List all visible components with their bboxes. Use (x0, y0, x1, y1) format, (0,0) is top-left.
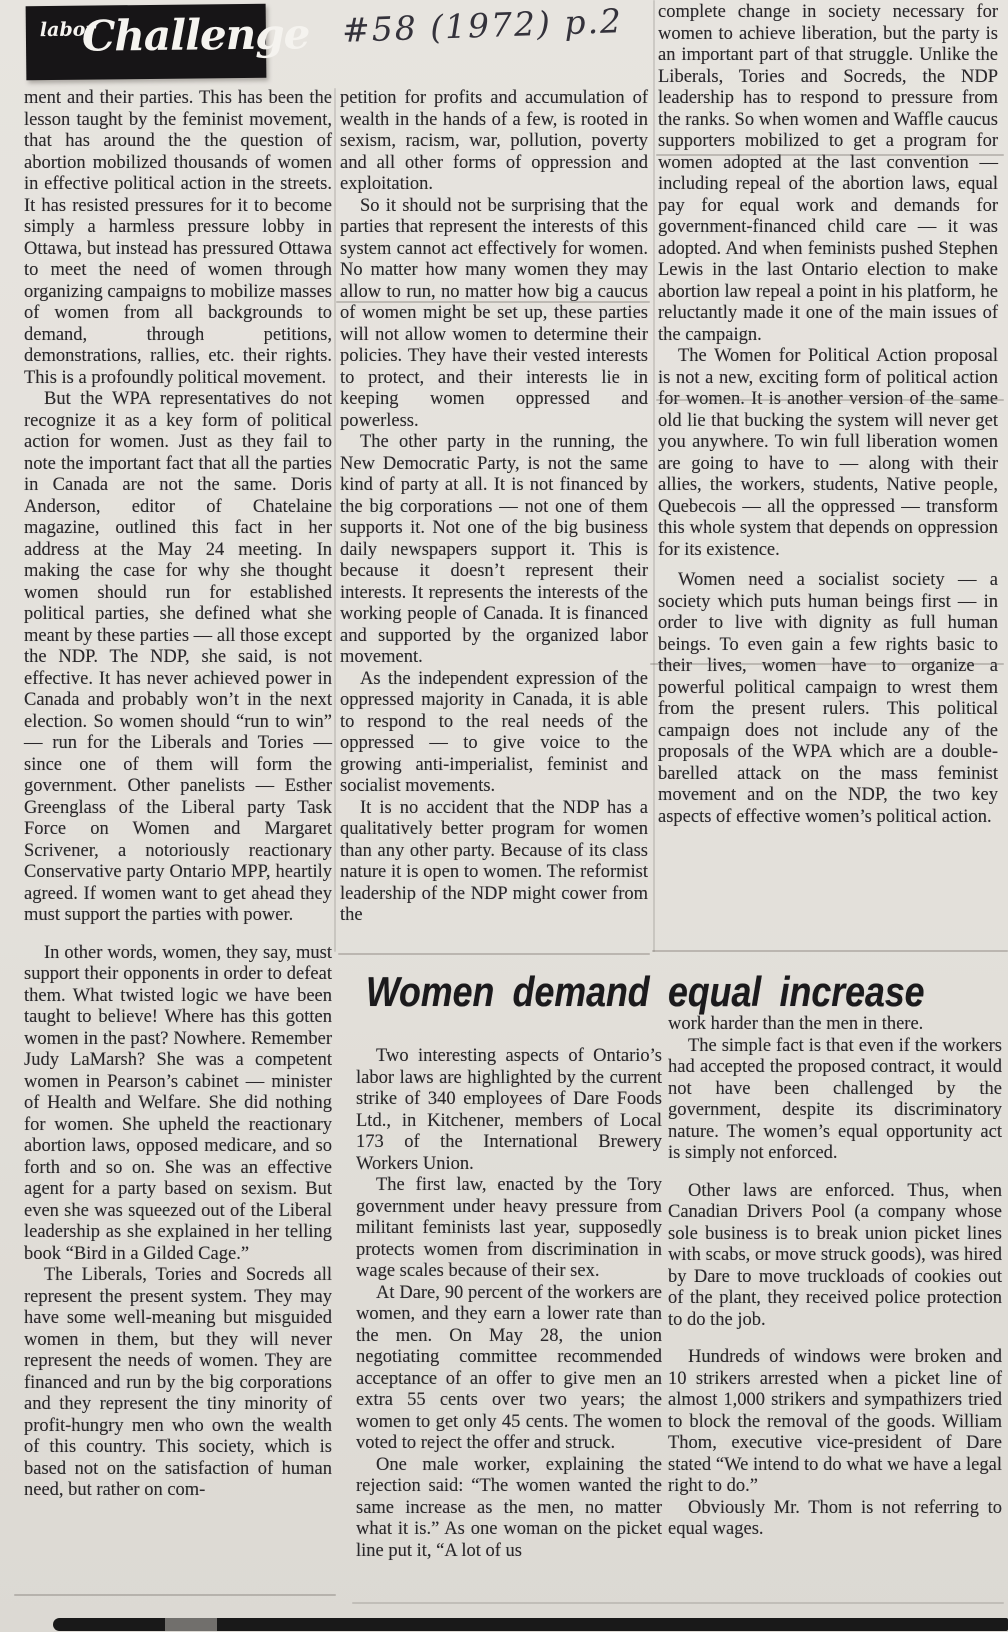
article-paragraph: The other party in the running, the New Democratic Party, is not the same kind of party at all. It is not financed by the big corporations — not one of them supports it. Not one of the big business daily newspapers support it. This is because it doesn’t represent their interests. It represents the interests of the working people of Canada. It is financed and supported by the organized labor movement. (340, 432, 648, 667)
article-paragraph: Hundreds of windows were broken and 10 strikers arrested when a picket line of almost 1,000 strikers and sympathizers tried to block the removal of the goods. William Thom, executive vice-president of Dare stated “We intend to do what we have a legal right to do.” (668, 1347, 1002, 1496)
clipping-seam (650, 663, 1004, 665)
scan-edge-bar-gap (165, 1618, 217, 1631)
handwritten-issue-annotation: #58 (1972) p.2 (341, 1, 624, 50)
article-paragraph: One male worker, explaining the rejection said: “The women wanted the same increase as the men, no matter what it is.” As one woman on the picket line put it, “A lot of us (356, 1454, 662, 1561)
article-paragraph: The Women for Political Action proposal is not a new, exciting form of political action for women. It is another version of the same old lie that bucking the system will never get you anywhere. To win full liberation women are going to have to — along with their allies, the workers, students, Native people, Quebecois — all the oppressed — transform this whole system that depends on oppression for its existence. (658, 346, 998, 560)
masthead-logo (26, 4, 310, 81)
masthead-word-labor: labor (39, 18, 96, 42)
article-paragraph: As the independent expression of the oppressed majority in Canada, it is able to respond to the real needs of the oppressed — to give voice to the growing anti-imperialist, feminist and socialist movements. (340, 668, 648, 796)
article1-column-3 (658, 2, 998, 828)
article2-headline: Women demand equal increase (366, 968, 925, 1015)
clipping-seam (653, 0, 655, 952)
article2-column-2 (668, 1014, 1002, 1541)
article-paragraph: But the WPA representatives do not recognize it as a key form of political action for women. Just as they fail to note the important fact that all the parties in Canada are not the same. Doris Anderson, editor of Chatelaine magazine, outlined this fact in her address at the May 24 meeting. In making the case for why she thought women should run for established political parties, she defined what she meant by these parties — all those except the NDP. The NDP, she said, is not effective. It has never achieved power in Canada and probably won’t in the next election. So women should “run to win” — run for the Liberals and Tories — since one of them will form the government. Other panelists — Esther Greenglass of the Liberal party Task Force on Women and Margaret Scrivener, a notoriously reactionary Conservative party Ontario MPP, heartily agreed. If women want to get ahead they must support the parties with power. (24, 389, 332, 925)
clipping-seam (656, 399, 1004, 401)
article1-column-2 (340, 88, 648, 927)
clipping-seam (338, 953, 650, 955)
article-paragraph: Obviously Mr. Thom is not referring to equal wages. (668, 1497, 1002, 1539)
article-paragraph: Two interesting aspects of Ontario’s labor laws are highlighted by the current strike of 340 employees of Dare Foods Ltd., in Kitchener, members of Local 173 of the International Brewery Workers Union. (356, 1046, 662, 1174)
article-paragraph: petition for profits and accumulation of wealth in the hands of a few, is rooted in sexism, racism, war, pollution, poverty and all other forms of oppression and exploitation. (340, 88, 648, 194)
article-paragraph: The Liberals, Tories and Socreds all represent the present system. They may have some well-meaning but misguided women in them, but they will never represent the needs of women. They are financed and run by the big corporations and they represent the tiny minority of profit-hungry men who own the wealth of this country. This society, which is based not on the satisfaction of human need, but rather on com- (24, 1265, 332, 1500)
article-paragraph: Other laws are enforced. Thus, when Canadian Drivers Pool (a company whose sole business is to break union picket lines with scabs, or move struck goods), was hired by Dare to move truckloads of cookies out of the plant, they received police protection to do the job. (668, 1180, 1002, 1330)
clipping-seam (652, 950, 1008, 952)
article-paragraph: So it should not be surprising that the parties that represent the interests of this system cannot act effectively for women. No matter how many women they may allow to run, no matter how big a caucus of women might be set up, these parties will not allow women to determine their policies. They have their vested interests to protect, and their interests lie in keeping women oppressed and powerless. (340, 195, 648, 431)
masthead-word-challenge: Challenge (81, 9, 310, 61)
article-paragraph: work harder than the men in there. (668, 1014, 924, 1034)
clipping-seam (334, 88, 336, 952)
article2-column-1 (356, 1046, 662, 1562)
clipping-seam (14, 1594, 336, 1596)
article-paragraph: The simple fact is that even if the workers had accepted the proposed contract, it would not have been challenged by the government, despite its discriminatory nature. The women’s equal opportunity act is simply not enforced. (668, 1035, 1002, 1163)
clipping-seam (336, 301, 650, 303)
clipping-seam (352, 1602, 1004, 1604)
article-paragraph: complete change in society necessary for women to achieve liberation, but the party is an important part of that struggle. Unlike the Liberals, Tories and Socreds, the NDP leadership has to respond to pressure from the ranks. So when women and Waffle caucus supporters mobilized to get a program for women adopted at the last convention — including repeal of the abortion laws, equal pay for equal work and demands for government-financed child care — it was adopted. And when feminists pushed Stephen Lewis in the last Ontario election to make abortion law repeal a point in his platform, he reluctantly made it one of the main issues of the campaign. (658, 2, 998, 345)
article-paragraph: At Dare, 90 percent of the workers are women, and they earn a lower rate than the men. On May 28, the union negotiating committee recommended acceptance of an offer to give men an extra 55 cents over two years; the women to get only 45 cents. The women voted to reject the offer and struck. (356, 1282, 662, 1453)
article-paragraph: The first law, enacted by the Tory government under heavy pressure from militant feminists last year, supposedly protects women from discrimination in wage scales because of their sex. (356, 1175, 662, 1281)
article-paragraph: In other words, women, they say, must support their opponents in order to defeat them. What twisted logic we have been taught to believe! Where has this gotten women in the past? Nowhere. Remember Judy LaMarsh? She was a competent women in Pearson’s cabinet — minister of Health and Welfare. She did nothing for women. She upheld the reactionary abortion laws, opposed medicare, and so forth and so on. She was an effective agent for a party based on sexism. But even she was squeezed out of the Liberal leadership as she explained in her telling book “Bird in a Gilded Cage.” (24, 942, 332, 1264)
article-paragraph: Women need a socialist society — a society which puts human beings first — in order to live with dignity as full human beings. To even gain a few rights basic to their lives, women have to organize a powerful political campaign to wrest them from the present rulers. This political campaign does not include any of the proposals of the WPA which are a double-barelled attack on the mass feminist movement and on the NDP, the two key aspects of effective women’s political action. (658, 570, 998, 827)
article-paragraph: It is no accident that the NDP has a qualitatively better program for women than any other party. Because of its class nature it is open to women. The reformist leadership of the NDP might cower from the (340, 797, 648, 925)
article1-column-1 (24, 88, 332, 1502)
article-paragraph: ment and their parties. This has been the lesson taught by the feminist movement, that has around the the question of abortion mobilized thousands of women in effective political action in the streets. It has resisted pressures for it to become simply a harmless pressure lobby in Ottawa, but instead has pressured Ottawa to meet the need of women through organizing campaigns to mobilize masses of women from all backgrounds to demand, through petitions, demonstrations, rallies, etc. their rights. This is a profoundly political movement. (24, 88, 332, 388)
clipping-seam (656, 154, 1004, 156)
